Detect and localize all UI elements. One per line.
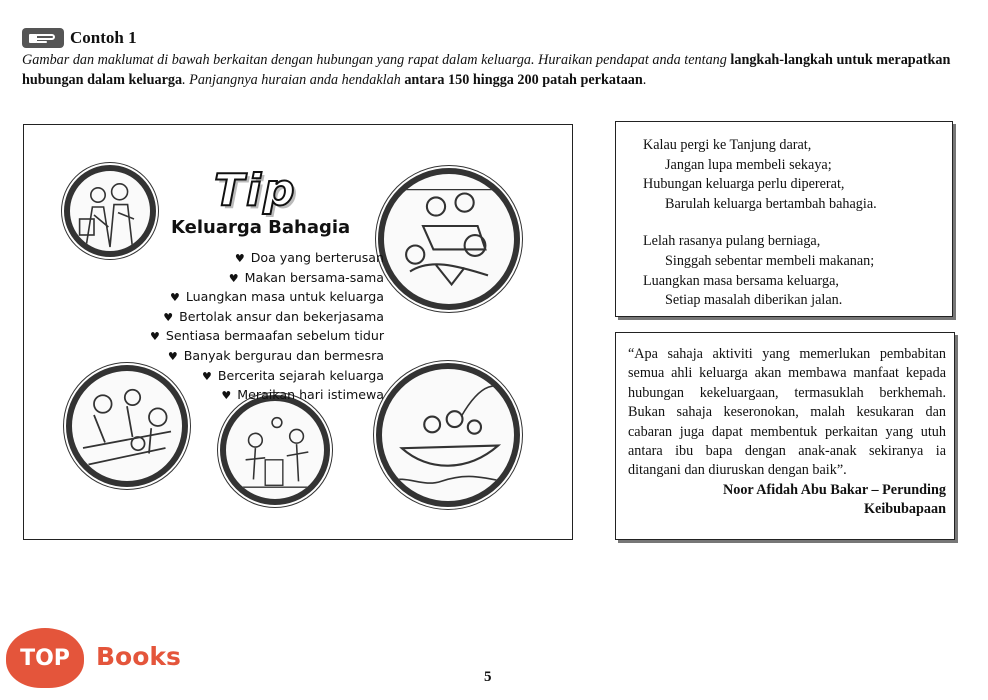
list-item: ♥ Makan bersama-sama — [228, 269, 384, 285]
heart-icon: ♥ — [169, 291, 180, 305]
topbooks-watermark — [0, 626, 190, 688]
heart-icon: ♥ — [163, 310, 174, 324]
poem-line: Luangkan masa bersama keluarga, — [643, 272, 839, 289]
watermark-text: Books — [96, 642, 181, 671]
poem-line: Setiap masalah diberikan jalan. — [665, 292, 843, 309]
poem-line: Lelah rasanya pulang berniaga, — [643, 233, 821, 250]
list-item: ♥ Bercerita sejarah keluarga — [201, 367, 384, 383]
list-item: ♥ Sentiasa bermaafan sebelum tidur — [150, 328, 384, 344]
poem-line: Hubungan keluarga perlu dipererat, — [643, 176, 845, 193]
list-item: ♥ Banyak bergurau dan bermesra — [167, 347, 384, 363]
stanza-gap — [643, 214, 952, 232]
heart-icon: ♥ — [150, 330, 160, 344]
instructions-text: Gambar dan maklumat di bawah berkaitan dengan hubungan yang rapat dalam keluarga. Huraikan pendapat anda tentang langkah-langkah untuk merapatkan hubungan dalam keluarga. Panjangnya huraian anda hendaklah antara 150 hingga 200 patah perkataan. — [22, 52, 951, 88]
page-number: 5 — [484, 669, 492, 685]
family-playing-illustration — [220, 395, 330, 505]
poem-line: Barulah keluarga bertambah bahagia. — [665, 195, 877, 212]
family-board-game-illustration — [378, 168, 520, 310]
family-illustration-top-left — [64, 165, 156, 257]
poem-line: Kalau pergi ke Tanjung darat, — [643, 137, 812, 153]
poem-box — [615, 121, 953, 317]
family-fishing-illustration — [376, 363, 520, 507]
quote-box — [615, 332, 955, 540]
watermark-badge: TOP — [6, 628, 84, 688]
tip-subtitle: Keluarga Bahagia — [171, 217, 351, 238]
example-heading — [22, 28, 137, 48]
quote-author-line-2: Keibubapaan — [863, 501, 946, 518]
illustration-panel — [23, 124, 573, 540]
quote-author-line-1: Noor Afidah Abu Bakar – Perunding — [723, 481, 946, 498]
list-item: ♥ Doa yang berterusan — [234, 250, 384, 265]
tip-title: Tip — [214, 165, 297, 216]
pointing-hand-icon — [22, 28, 64, 48]
poem-line: Jangan lupa membeli sekaya; — [665, 156, 832, 173]
list-item: ♥ Bertolak ansur dan bekerjasama — [163, 308, 384, 324]
heart-icon: ♥ — [201, 369, 212, 383]
example-title: Contoh 1 — [70, 28, 137, 47]
list-item: ♥ Luangkan masa untuk keluarga — [169, 289, 384, 305]
heart-icon: ♥ — [167, 349, 178, 363]
heart-icon: ♥ — [228, 271, 239, 285]
quote-text: “Apa sahaja aktiviti yang memerlukan pembabitan semua ahli keluarga akan membawa manfaat kepada hubungan kekeluargaan, termasuklah berkhemah. Bukan sahaja keseronokan, malah kesukaran dan cabaran juga dapat membentuk perkaitan yang utuh antara ibu bapa dengan anak-anak sekiranya ia ditangani dan diuruskan dengan baik”. — [628, 346, 946, 479]
heart-icon: ♥ — [221, 389, 232, 403]
heart-icon: ♥ — [234, 252, 245, 265]
list-item: ♥ Meraikan hari istimewa — [221, 387, 384, 403]
tips-list — [124, 249, 384, 406]
poem-line: Singgah sebentar membeli makanan; — [665, 252, 875, 269]
